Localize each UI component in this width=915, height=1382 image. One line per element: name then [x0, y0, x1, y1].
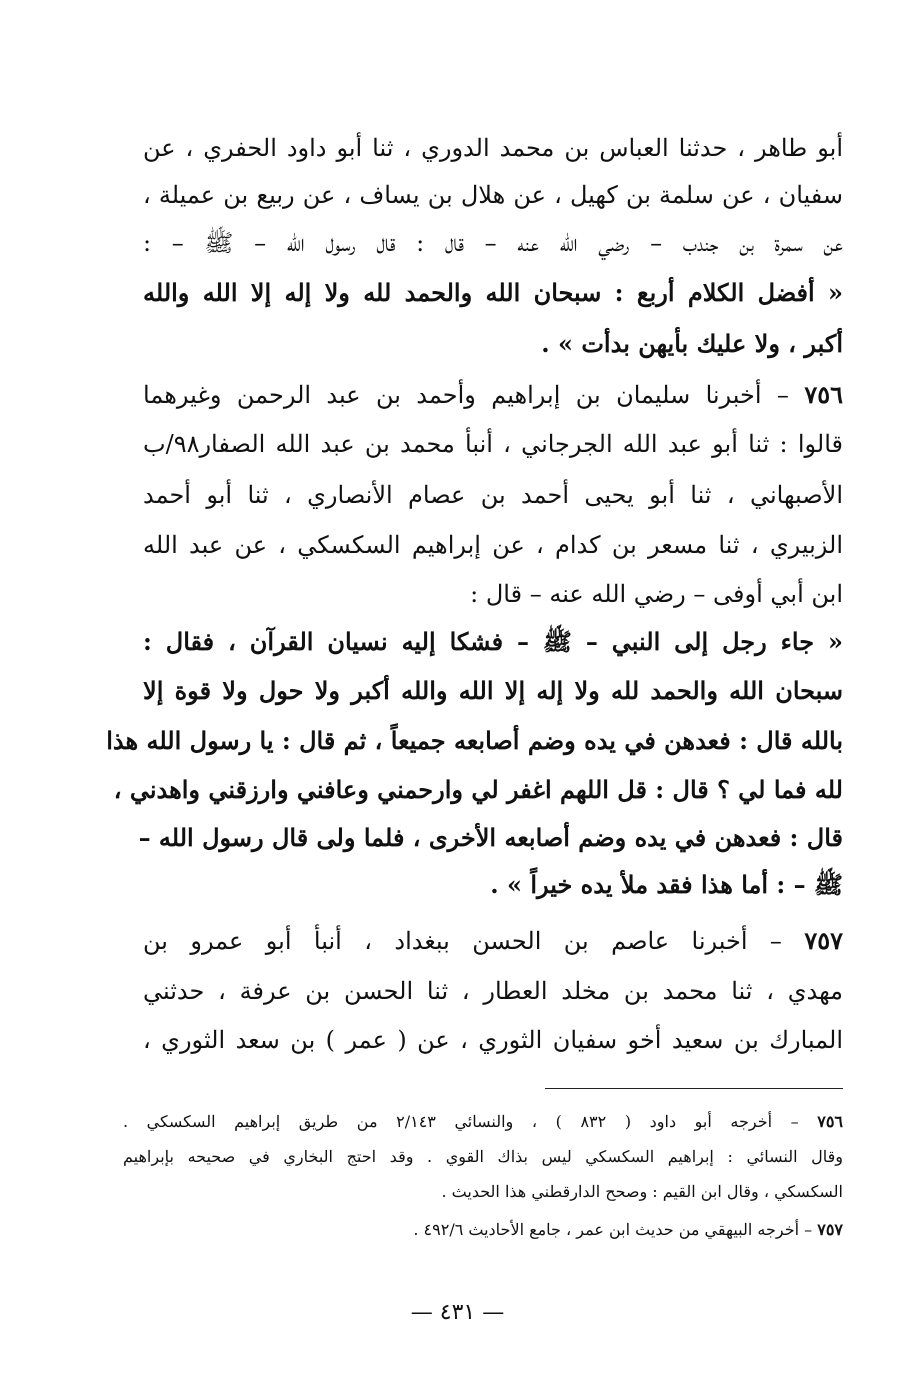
hadith-heading-756 — [143, 380, 843, 409]
footnote-text: – أخرجه أبو داود ( ٨٣٢ ) ، والنسائي ٢/١٤٣ من طريق إبراهيم السكسكي . — [123, 1112, 799, 1131]
hadith-quote-line: أكبر ، ولا عليك بأيهن بدأت » . — [541, 329, 843, 358]
hadith-quote-line: لله فما لي ؟ قال : قل اللهم اغفر لي وارحمني وعافني وارزقني واهدني ، — [113, 775, 843, 804]
hadith-number: ٧٥٦ — [804, 380, 843, 409]
hadith-quote-line: « أفضل الكلام أربع : سبحان الله والحمد لله ولا إله إلا الله والله — [143, 278, 843, 307]
footnote-divider — [545, 1088, 843, 1089]
hadith-text: – أخبرنا سليمان بن إبراهيم وأحمد بن عبد الرحمن وغيرهما — [143, 381, 789, 409]
text-line: الزبيري ، ثنا مسعر بن كدام ، عن إبراهيم السكسكي ، عن عبد الله — [143, 531, 843, 559]
page-number: — ٤٣١ — — [410, 1300, 505, 1325]
hadith-text: – أخبرنا عاصم بن الحسن ببغداد ، أنبأ أبو عمرو بن — [143, 927, 782, 955]
footnote-757 — [123, 1222, 843, 1238]
text-line: ابن أبي أوفى – رضي الله عنه – قال : — [470, 580, 843, 608]
footnote-number: ٧٥٧ — [817, 1220, 843, 1239]
footnote-line: وقال النسائي : إبراهيم السكسكي ليس بذاك القوي . وقد احتج البخاري في صحيحه بإبراهيم — [123, 1147, 843, 1166]
hadith-quote-line: قال : فعدهن في يده وضم أصابعه الأخرى ، فلما ولى قال رسول الله – — [138, 823, 843, 852]
text-line: مهدي ، ثنا محمد بن مخلد العطار ، ثنا الحسن بن عرفة ، حدثني — [143, 977, 843, 1005]
text-line: أبو طاهر ، حدثنا العباس بن محمد الدوري ، ثنا أبو داود الحفري ، عن — [143, 134, 843, 162]
text-line: سفيان ، عن سلمة بن كهيل ، عن هلال بن يساف ، عن ربيع بن عميلة ، — [143, 181, 843, 209]
text-line: الأصبهاني ، ثنا أبو يحيى أحمد بن عصام الأنصاري ، ثنا أبو أحمد — [143, 481, 843, 509]
hadith-number: ٧٥٧ — [804, 926, 843, 955]
hadith-quote-line: ﷺ – : أما هذا فقد ملأ يده خيراً » . — [490, 870, 843, 899]
footnote-756 — [123, 1114, 843, 1130]
text-line: المبارك بن سعيد أخو سفيان الثوري ، عن ( عمر ) بن سعد الثوري ، — [143, 1026, 843, 1054]
footnote-number: ٧٥٦ — [817, 1112, 844, 1131]
hadith-quote-line: « جاء رجل إلى النبي – ﷺ – فشكا إليه نسيان القرآن ، فقال : — [143, 627, 843, 656]
text-line: قالوا : ثنا أبو عبد الله الجرجاني ، أنبأ محمد بن عبد الله الصفار٩٨/ب — [143, 430, 843, 458]
footnote-line: السكسكي ، وقال ابن القيم : وصحح الدارقطني هذا الحديث . — [441, 1182, 843, 1201]
hadith-heading-757 — [143, 926, 843, 955]
text-line: عن سمرة بن جندب – رضي الله عنه – قال : قال رسول الله – ﷺ – : — [143, 229, 843, 257]
hadith-quote-line: بالله قال : فعدهن في يده وضم أصابعه جميعاً ، ثم قال : يا رسول الله هذا — [106, 726, 843, 755]
hadith-quote-line: سبحان الله والحمد لله ولا إله إلا الله والله أكبر ولا حول ولا قوة إلا — [143, 676, 843, 705]
footnote-text: – أخرجه البيهقي من حديث ابن عمر ، جامع الأحاديث ٤٩٢/٦ . — [413, 1220, 813, 1239]
